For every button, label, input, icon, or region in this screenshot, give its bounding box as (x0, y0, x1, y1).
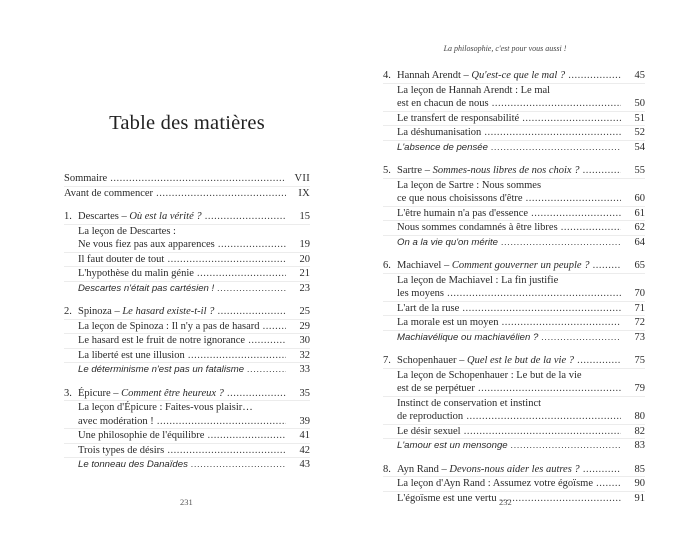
toc-section-entry[interactable] (64, 266, 310, 281)
entry-text-line2: ce que nous choisissons d'être ..... (397, 192, 621, 206)
entry-text-line2: est en chacun de nous ..... (397, 97, 621, 111)
entry-page-number: 82 (634, 425, 645, 437)
entry-page-number: 25 (299, 306, 310, 317)
toc-section-entry[interactable] (383, 140, 645, 155)
entry-text: La leçon de Spinoza : Il n'y a pas de hasard ..... (78, 321, 286, 332)
entry-text: Avant de commencer ..... (64, 188, 286, 199)
toc-chapter-entry[interactable] (64, 305, 310, 319)
entry-page-number: 51 (634, 112, 645, 124)
chapter-number: 2. (64, 306, 72, 317)
chapter-number: 6. (383, 260, 391, 271)
entry-page-number: 54 (634, 141, 645, 153)
entry-page-number: IX (298, 187, 310, 199)
toc-section-entry[interactable] (383, 396, 645, 424)
toc-section-entry[interactable] (64, 319, 310, 334)
toc-section-entry[interactable] (383, 83, 645, 111)
entry-page-number: 41 (299, 430, 310, 441)
entry-page-number: 23 (299, 282, 310, 294)
dash-separator: – (456, 355, 467, 366)
chapter-number: 8. (383, 463, 391, 475)
toc-section-entry[interactable] (383, 206, 645, 221)
entry-page-number: 79 (634, 383, 645, 394)
entry-text: La liberté est une illusion ..... (78, 350, 286, 361)
toc-section-entry[interactable] (383, 424, 645, 439)
entry-page-number: 64 (634, 236, 645, 248)
running-head: La philosophie, c'est pour vous aussi ! (443, 44, 567, 53)
chapter-question: Quel est le but de la vie ? (466, 355, 574, 366)
entry-text: L'hypothèse du malin génie ..... (78, 268, 286, 279)
chapter-author: Sartre (397, 165, 423, 176)
chapter-question: Devons-nous aider les autres ? (449, 463, 580, 475)
toc-right (383, 69, 645, 505)
toc-section-entry[interactable] (383, 273, 645, 301)
toc-section-entry[interactable] (64, 443, 310, 458)
entry-text: La déshumanisation ..... (397, 127, 621, 138)
entry-text: Nous sommes condamnés à être libres ..... (397, 222, 621, 233)
entry-text-line2: Ne vous fiez pas aux apparences ..... (78, 238, 286, 252)
entry-text: L'art de la ruse ..... (397, 303, 621, 314)
entry-text: Sommaire ..... (64, 173, 286, 184)
toc-front-matter-entry[interactable] (64, 172, 310, 186)
toc-chapter-entry[interactable] (64, 210, 310, 224)
section-gap (383, 154, 645, 164)
entry-page-number: 90 (634, 478, 645, 489)
toc-section-entry[interactable] (383, 438, 645, 453)
toc-section-entry[interactable] (383, 315, 645, 330)
toc-section-entry[interactable] (64, 224, 310, 252)
toc-section-entry[interactable] (383, 330, 645, 345)
page-title: Table des matières (109, 112, 265, 134)
entry-text-line2: les moyens ..... (397, 287, 621, 301)
chapter-question: Qu'est-ce que le mal ? (471, 70, 566, 81)
entry-text: L'être humain n'a pas d'essence ..... (397, 208, 621, 219)
chapter-number: 5. (383, 165, 391, 176)
toc-section-entry[interactable] (64, 333, 310, 348)
dash-separator: – (460, 70, 472, 81)
entry-text: Une philosophie de l'équilibre ..... (78, 430, 286, 441)
toc-chapter-entry[interactable] (383, 164, 645, 178)
toc-section-entry[interactable] (64, 348, 310, 363)
entry-page-number: 71 (634, 302, 645, 314)
entry-text: Le tonneau des Danaïdes ..... (78, 459, 286, 470)
dash-separator: – (111, 306, 123, 317)
chapter-author: Machiavel (397, 260, 442, 271)
toc-section-entry[interactable] (64, 400, 310, 428)
entry-page-number: 21 (299, 268, 310, 279)
entry-page-number: 33 (299, 364, 310, 375)
toc-front-matter-entry[interactable] (64, 186, 310, 201)
entry-page-number: 19 (299, 239, 310, 250)
entry-text: On a la vie qu'on mérite ..... (397, 237, 621, 248)
entry-page-number: 75 (634, 355, 645, 366)
chapter-question: Comment être heureux ? (121, 387, 224, 399)
toc-section-entry[interactable] (64, 457, 310, 472)
toc-section-entry[interactable] (383, 301, 645, 316)
right-page (350, 0, 700, 554)
toc-left (64, 172, 310, 472)
chapter-number: 4. (383, 70, 391, 81)
page-number-right: 232 (499, 497, 512, 507)
chapter-number: 1. (64, 211, 72, 222)
entry-text-line1: La leçon de Hannah Arendt : Le mal (397, 84, 551, 96)
entry-text-line1: La leçon d'Épicure : Faites-vous plaisir… (78, 402, 253, 413)
toc-section-entry[interactable] (383, 178, 645, 206)
toc-section-entry[interactable] (383, 125, 645, 140)
toc-chapter-entry[interactable] (383, 259, 645, 273)
chapter-author: Spinoza (78, 306, 112, 317)
entry-page-number: 80 (634, 411, 645, 422)
entry-page-number: 32 (299, 349, 310, 361)
entry-page-number: 73 (634, 331, 645, 343)
toc-section-entry[interactable] (64, 281, 310, 296)
entry-page-number: 55 (634, 165, 645, 176)
chapter-author: Hannah Arendt (397, 70, 461, 81)
toc-section-entry[interactable] (383, 220, 645, 235)
entry-page-number: 42 (299, 444, 310, 456)
section-gap (64, 377, 310, 387)
chapter-question: Le hasard existe-t-il ? (122, 306, 215, 317)
entry-page-number: 45 (634, 70, 645, 81)
entry-page-number: 62 (634, 222, 645, 233)
entry-text-line2: est de se perpétuer ..... (397, 382, 621, 396)
chapter-author: Descartes (78, 211, 119, 222)
section-gap (383, 249, 645, 259)
entry-page-number: 52 (634, 127, 645, 138)
chapter-author: Schopenhauer (397, 355, 457, 366)
entry-page-number: 70 (634, 288, 645, 299)
dash-separator: – (441, 260, 452, 271)
entry-page-number: 91 (634, 492, 645, 504)
entry-page-number: 60 (634, 193, 645, 204)
section-gap (383, 453, 645, 463)
section-gap (383, 344, 645, 354)
entry-text: Le désir sexuel ..... (397, 426, 621, 437)
entry-page-number: 43 (299, 459, 310, 470)
dash-separator: – (438, 463, 450, 475)
entry-page-number: 30 (299, 335, 310, 346)
entry-text-line1: La leçon de Schopenhauer : Le but de la vie (397, 369, 582, 381)
entry-page-number: 83 (634, 440, 645, 451)
toc-chapter-entry[interactable] (383, 463, 645, 477)
entry-page-number: 35 (299, 387, 310, 399)
dash-separator: – (422, 165, 433, 176)
toc-chapter-entry[interactable] (383, 69, 645, 83)
entry-text-line1: Instinct de conservation et instinct (397, 397, 542, 409)
entry-text: Il faut douter de tout ..... (78, 254, 286, 265)
toc-section-entry[interactable] (64, 362, 310, 377)
entry-page-number: 15 (299, 211, 310, 222)
toc-section-entry[interactable] (383, 235, 645, 250)
toc-chapter-entry[interactable] (383, 354, 645, 368)
page-number-left: 231 (180, 497, 193, 507)
entry-page-number: 65 (634, 260, 645, 271)
entry-text: L'égoïsme est une vertu ..... (397, 493, 621, 504)
entry-page-number: 72 (634, 317, 645, 328)
entry-text: Descartes n'était pas cartésien ! ..... (78, 283, 286, 294)
entry-text: L'amour est un mensonge ..... (397, 440, 621, 451)
toc-section-entry[interactable] (383, 368, 645, 396)
toc-section-entry[interactable] (383, 476, 645, 491)
entry-text: Le déterminisme n'est pas un fatalisme ..... (78, 364, 286, 375)
chapter-question: Sommes-nous libres de nos choix ? (432, 165, 580, 176)
entry-page-number: VII (294, 173, 310, 184)
entry-text-line2: avec modération ! ..... (78, 415, 286, 429)
entry-page-number: 50 (634, 98, 645, 109)
section-gap (64, 200, 310, 210)
chapter-author: Ayn Rand (397, 463, 439, 475)
entry-page-number: 39 (299, 415, 310, 427)
entry-page-number: 61 (634, 207, 645, 219)
entry-text-line2: de reproduction ..... (397, 410, 621, 424)
entry-text: La morale est un moyen ..... (397, 317, 621, 328)
chapter-number: 3. (64, 387, 72, 399)
section-gap (64, 295, 310, 305)
chapter-question: Où est la vérité ? (129, 211, 202, 222)
entry-text: La leçon d'Ayn Rand : Assumez votre égoïsme ..... (397, 478, 621, 489)
toc-section-entry[interactable] (64, 428, 310, 443)
entry-text-line1: La leçon de Sartre : Nous sommes (397, 179, 542, 191)
entry-page-number: 20 (299, 253, 310, 265)
chapter-question: Comment gouverner un peuple ? (451, 260, 590, 271)
toc-section-entry[interactable] (64, 252, 310, 267)
dash-separator: – (118, 211, 130, 222)
chapter-author: Épicure (78, 387, 111, 399)
chapter-number: 7. (383, 355, 391, 366)
entry-text: Le transfert de responsabilité ..... (397, 113, 621, 124)
entry-page-number: 85 (634, 463, 645, 475)
entry-text-line1: La leçon de Descartes : (78, 225, 176, 237)
entry-text: Trois types de désirs ..... (78, 445, 286, 456)
toc-section-entry[interactable] (383, 491, 645, 506)
entry-text: Machiavélique ou machiavélien ? ..... (397, 332, 621, 343)
entry-page-number: 29 (299, 320, 310, 332)
entry-text: L'absence de pensée ..... (397, 142, 621, 153)
entry-text: Le hasard est le fruit de notre ignorance ..... (78, 335, 286, 346)
dash-separator: – (110, 387, 122, 399)
toc-chapter-entry[interactable] (64, 387, 310, 401)
toc-section-entry[interactable] (383, 111, 645, 126)
entry-text-line1: La leçon de Machiavel : La fin justifie (397, 274, 559, 286)
